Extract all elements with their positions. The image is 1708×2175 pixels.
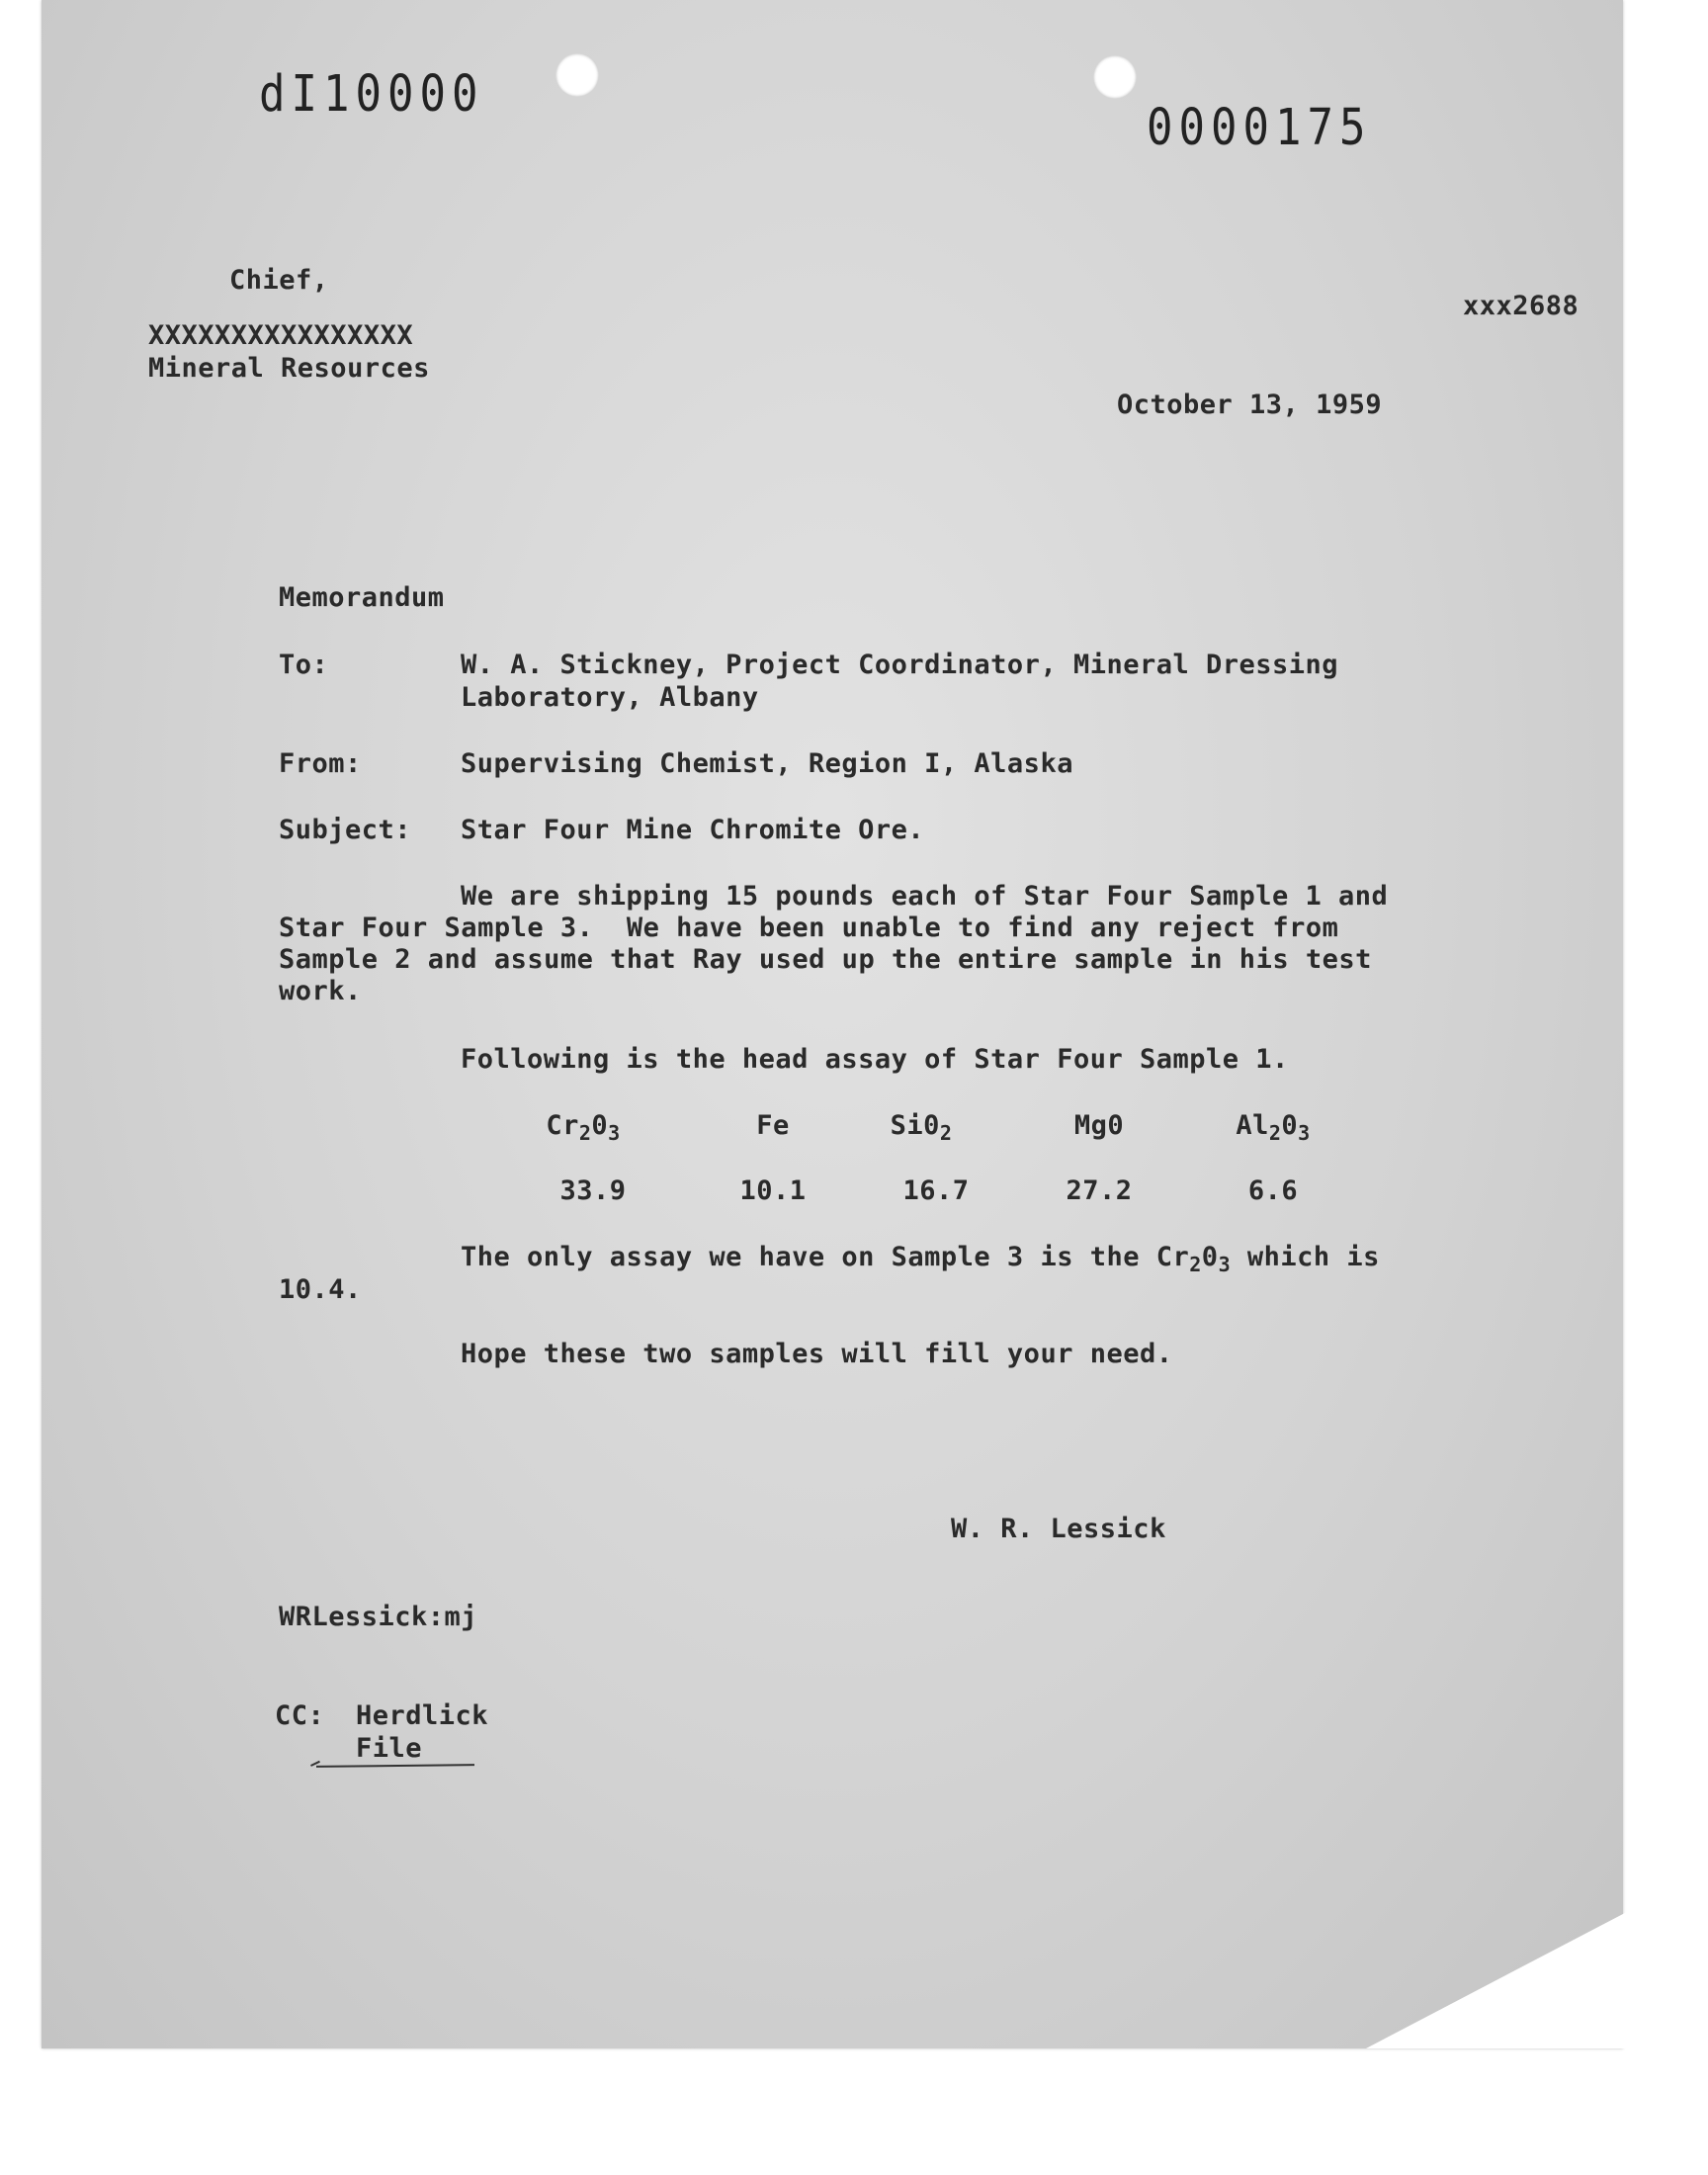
address-line-1: Chief, (229, 265, 329, 296)
paragraph-3-line-2: 10.4. (279, 1274, 362, 1305)
from-label: From: (279, 748, 362, 779)
assay-value-cr2o3: 33.9 (559, 1175, 627, 1206)
assay-value-fe: 10.1 (739, 1175, 807, 1206)
paragraph-4: Hope these two samples will fill your need. (461, 1339, 1173, 1369)
paragraph-3-line-1: The only assay we have on Sample 3 is the $Cr_20_3$ which is (461, 1242, 1380, 1276)
paragraph-1-line-4: work. (279, 976, 362, 1006)
file-code: xxx2688 (1463, 291, 1580, 321)
punch-hole-left (555, 53, 599, 97)
memo-page (42, 0, 1623, 2048)
paragraph-1-line-3: Sample 2 and assume that Ray used up the entire sample in his test (279, 944, 1372, 975)
to-line-2: Laboratory, Albany (461, 682, 759, 713)
cc-item-file: File (356, 1733, 423, 1764)
stamp-number-right: 0000175 (1147, 99, 1372, 157)
signature-name: W. R. Lessick (951, 1514, 1166, 1544)
address-line-3: Mineral Resources (148, 353, 430, 384)
from-value: Supervising Chemist, Region I, Alaska (461, 748, 1073, 779)
to-label: To: (279, 650, 329, 680)
paragraph-1-line-2: Star Four Sample 3. We have been unable to find any reject from (279, 913, 1339, 943)
assay-value-al2o3: 6.6 (1247, 1175, 1299, 1206)
punch-hole-right (1093, 55, 1137, 99)
to-line-1: W. A. Stickney, Project Coordinator, Mineral Dressing (461, 650, 1339, 680)
assay-header-mgo: Mg0 (1073, 1110, 1125, 1141)
assay-value-mgo: 27.2 (1066, 1175, 1133, 1206)
paragraph-2: Following is the head assay of Star Four Sample 1. (461, 1044, 1289, 1075)
cc-item-herdlick: Herdlick (356, 1700, 489, 1731)
assay-header-cr2o3: $Cr_20_3$ (546, 1110, 621, 1145)
subject-label: Subject: (279, 815, 412, 845)
assay-header-fe: Fe (756, 1110, 790, 1141)
assay-value-sio2: 16.7 (902, 1175, 970, 1206)
assay-header-sio2: $Si0_2$ (890, 1110, 953, 1145)
cc-label: CC: (275, 1700, 325, 1731)
subject-value: Star Four Mine Chromite Ore. (461, 815, 925, 845)
memo-heading: Memorandum (279, 582, 445, 613)
typist-initials: WRLessick:mj (279, 1602, 478, 1632)
paragraph-1-line-1: We are shipping 15 pounds each of Star Four Sample 1 and (461, 881, 1389, 912)
folded-corner (1366, 1893, 1663, 2048)
assay-header-al2o3: $Al_20_3$ (1236, 1110, 1311, 1145)
memo-date: October 13, 1959 (1117, 390, 1383, 420)
stamp-number-left: dI10000 (259, 65, 484, 124)
address-line-2: XXXXXXXXXXXXXXXX (148, 320, 414, 351)
